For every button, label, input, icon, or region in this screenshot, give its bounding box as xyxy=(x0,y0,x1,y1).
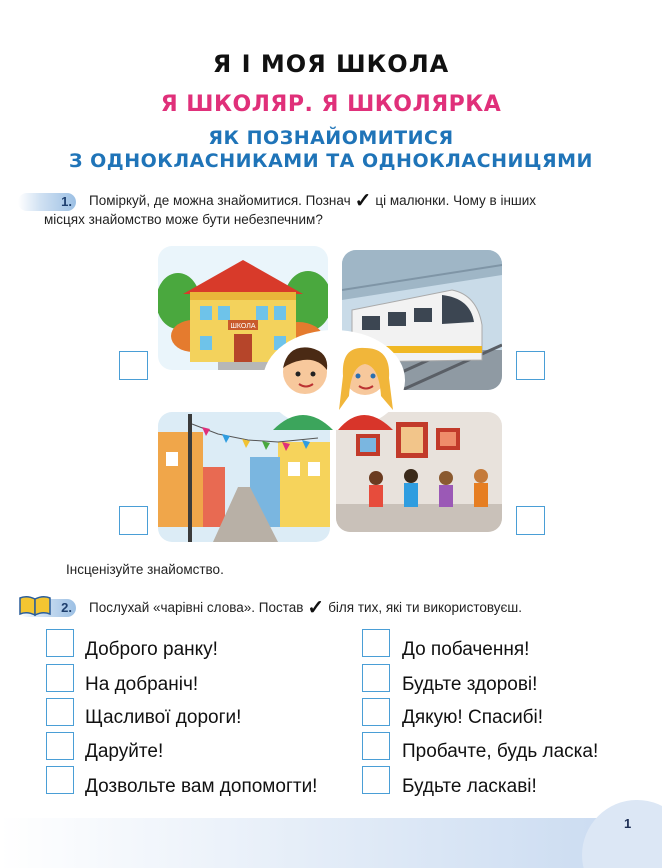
phrase-left-1: Доброго ранку! xyxy=(85,639,218,660)
checkbox-phrase-right-1[interactable] xyxy=(362,629,390,657)
task-2-text-b: біля тих, які ти використовуєш. xyxy=(328,600,522,615)
task-2-text xyxy=(89,598,629,618)
phrase-left-3: Щасливої дороги! xyxy=(85,707,242,728)
phrase-right-3: Дякую! Спасибі! xyxy=(402,707,544,728)
task-1-text-line1 xyxy=(89,191,619,211)
task-2-text-a: Послухай «чарівні слова». Постав xyxy=(89,600,304,615)
checkmark-icon: ✓ xyxy=(354,190,372,212)
task-1-instruction: Інсценізуйте знайомство. xyxy=(66,562,224,577)
checkbox-phrase-left-5[interactable] xyxy=(46,766,74,794)
page-number-circle xyxy=(582,800,662,868)
street-image xyxy=(158,412,330,542)
section-subtitle: Я ШКОЛЯР. Я ШКОЛЯРКА xyxy=(160,92,502,117)
task-1-badge: 1. xyxy=(18,193,76,211)
checkbox-street[interactable] xyxy=(119,506,148,535)
phrase-right-5: Будьте ласкаві! xyxy=(402,776,537,797)
checkbox-phrase-right-5[interactable] xyxy=(362,766,390,794)
checkbox-school[interactable] xyxy=(119,351,148,380)
phrase-left-4: Даруйте! xyxy=(85,741,164,762)
task-1-text-line2: місцях знайомство може бути небезпечним? xyxy=(44,212,323,227)
task-1-text-a: Поміркуй, де можна знайомитися. Познач xyxy=(89,193,351,208)
footer-band xyxy=(0,818,662,868)
checkbox-train-station[interactable] xyxy=(516,351,545,380)
phrase-right-4: Пробачте, будь ласка! xyxy=(402,741,599,762)
checkbox-museum[interactable] xyxy=(516,506,545,535)
topic-line-1: ЯК ПОЗНАЙОМИТИСЯ xyxy=(208,127,454,149)
topic-heading xyxy=(0,127,662,173)
phrase-left-2: На добраніч! xyxy=(85,674,199,695)
checkbox-phrase-right-3[interactable] xyxy=(362,698,390,726)
checkmark-icon: ✓ xyxy=(307,597,325,619)
checkbox-phrase-left-1[interactable] xyxy=(46,629,74,657)
page-number: 1 xyxy=(624,816,632,831)
phrase-left-5: Дозвольте вам допомогти! xyxy=(85,776,318,797)
checkbox-phrase-left-4[interactable] xyxy=(46,732,74,760)
school-sign: ШКОЛА xyxy=(230,323,256,330)
phrase-right-1: До побачення! xyxy=(402,639,530,660)
task-2-number: 2. xyxy=(61,600,72,615)
page-title: Я І МОЯ ШКОЛА xyxy=(212,50,450,78)
kids-illustration xyxy=(263,330,405,430)
checkbox-phrase-left-3[interactable] xyxy=(46,698,74,726)
checkbox-phrase-left-2[interactable] xyxy=(46,664,74,692)
checkbox-phrase-right-2[interactable] xyxy=(362,664,390,692)
task-1-text-b: ці малюнки. Чому в інших xyxy=(375,193,537,208)
checkbox-phrase-right-4[interactable] xyxy=(362,732,390,760)
topic-line-2: З ОДНОКЛАСНИКАМИ ТА ОДНОКЛАСНИЦЯМИ xyxy=(69,150,593,172)
book-icon xyxy=(18,593,52,617)
phrase-right-2: Будьте здорові! xyxy=(402,674,538,695)
